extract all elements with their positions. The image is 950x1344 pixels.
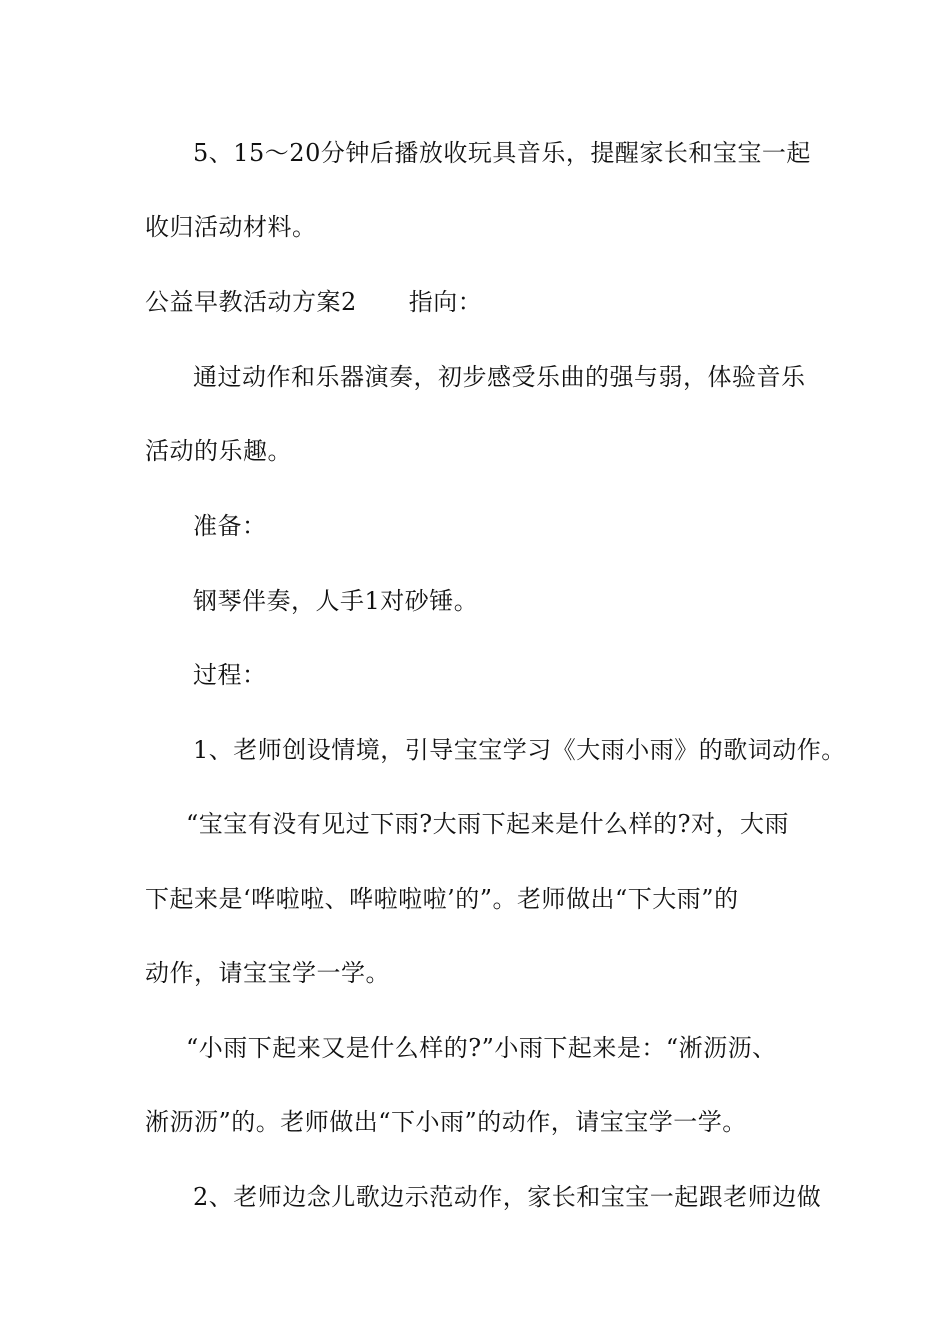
paragraph-quote1-line3: 动作，请宝宝学一学。	[145, 959, 390, 987]
paragraph-direction-line2: 活动的乐趣。	[145, 437, 292, 465]
paragraph-step5-line2: 收归活动材料。	[145, 213, 317, 241]
paragraph-direction-line1: 通过动作和乐器演奏，初步感受乐曲的强与弱，体验音乐	[193, 363, 806, 391]
paragraph-step5-line1: 5、15～20分钟后播放收玩具音乐，提醒家长和宝宝一起	[193, 139, 811, 167]
paragraph-step2-line1: 2、老师边念儿歌边示范动作，家长和宝宝一起跟老师边做	[193, 1183, 822, 1211]
paragraph-quote1-line1: “宝宝有没有见过下雨?大雨下起来是什么样的?对，大雨	[186, 810, 790, 838]
label-preparation: 准备：	[193, 512, 267, 540]
paragraph-quote2-line2: 淅沥沥”的。老师做出“下小雨”的动作，请宝宝学一学。	[145, 1108, 747, 1136]
paragraph-quote1-line2: 下起来是‘哗啦啦、哗啦啦啦’的”。老师做出“下大雨”的	[145, 885, 739, 913]
section-label-direction: 指向：	[408, 288, 483, 316]
section-heading-row	[145, 286, 810, 318]
paragraph-quote2-line1: “小雨下起来又是什么样的?”小雨下起来是：“淅沥沥、	[186, 1034, 777, 1062]
paragraph-preparation: 钢琴伴奏，人手1对砂锤。	[193, 587, 479, 615]
section-title: 公益早教活动方案2	[145, 288, 357, 316]
label-process: 过程：	[193, 661, 267, 689]
paragraph-step1: 1、老师创设情境，引导宝宝学习《大雨小雨》的歌词动作。	[193, 736, 846, 764]
